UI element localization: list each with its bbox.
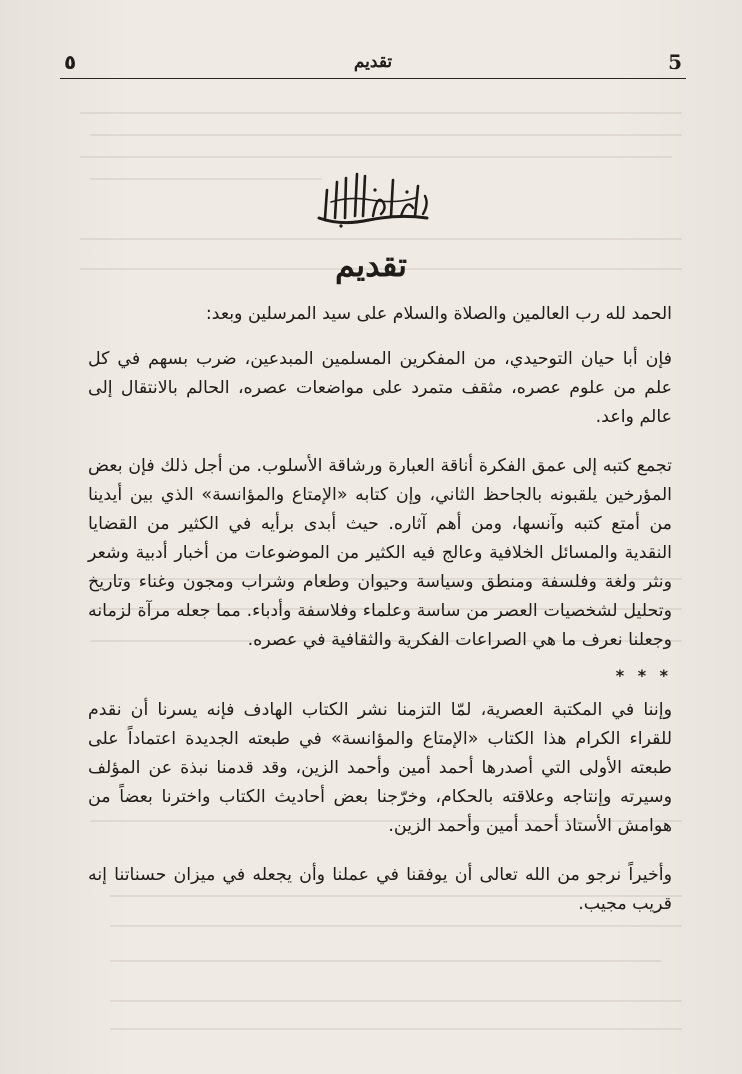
- bleed-through-line: [110, 1000, 682, 1002]
- running-header: [60, 50, 686, 79]
- bleed-through-line: [80, 112, 682, 114]
- bleed-through-line: [80, 238, 682, 240]
- bleed-through-line: [110, 960, 662, 962]
- section-title: تقديم: [334, 246, 408, 284]
- paragraph: تجمع كتبه إلى عمق الفكرة أناقة العبارة ورشاقة الأسلوب. من أجل ذلك فإن بعض المؤرخين يلقبونه بالجاحظ الثاني، وإن كتابه «الإمتاع والمؤانسة» الذي بين أيدينا من أمتع كتبه وآنسها، ومن أهم آثاره. حيث أبدى برأيه في الكثير من القضايا النقدية والمسائل الخلافية وعالج فيه الكثير من الموضوعات من أخبار أدبية وشعر ونثر ولغة وفلسفة ومنطق وسياسة وحيوان وطعام وشراب ومجون وغناء وتاريخ وتحليل لشخصيات العصر من ساسة وعلماء وفلاسفة وأدباء. مما جعله مرآة لزمانه وجعلنا نعرف ما هي الصراعات الفكرية والثقافية في عصره.: [88, 456, 672, 650]
- bleed-through-line: [90, 134, 682, 136]
- bleed-through-line: [110, 1028, 682, 1030]
- body-text: [88, 300, 672, 939]
- paragraph-closing: وأخيراً نرجو من الله تعالى أن يوفقنا في عملنا وأن يجعله في ميزان حسناتنا إنه قريب مجيب.: [88, 865, 672, 914]
- section-separator: * * *: [615, 666, 672, 685]
- bleed-through-line: [90, 178, 322, 180]
- paragraph-opening: الحمد لله رب العالمين والصلاة والسلام على سيد المرسلين وبعد:: [205, 304, 672, 324]
- page-number-arabic: ٥: [64, 50, 77, 74]
- bleed-through-line: [80, 156, 672, 158]
- running-title: تقديم: [353, 52, 393, 72]
- paragraph: فإن أبا حيان التوحيدي، من المفكرين المسلمين المبدعين، ضرب بسهم في كل علم من علوم عصره، مثقف متمرد على مواضعات عصره، الحالم بالانتقال إلى عالم واعد.: [88, 349, 672, 427]
- page-number-latin: 5: [668, 50, 682, 74]
- paragraph: وإننا في المكتبة العصرية، لمّا التزمنا نشر الكتاب الهادف فإنه يسرنا أن نقدم للقراء الكرام هذا الكتاب «الإمتاع والمؤانسة» في طبعته الجديدة اعتماداً على طبعته الأولى التي أصدرها أحمد أمين وأحمد الزين، وقد قدمنا نبذة عن المؤلف وسيرته وإنتاجه وعلاقته بالحكام، وخرّجنا بعض أحاديث الكتاب واخترنا بعضاً من هوامش الأستاذ أحمد أمين وأحمد الزين.: [88, 700, 672, 836]
- basmala-calligraphy-icon: [311, 168, 435, 230]
